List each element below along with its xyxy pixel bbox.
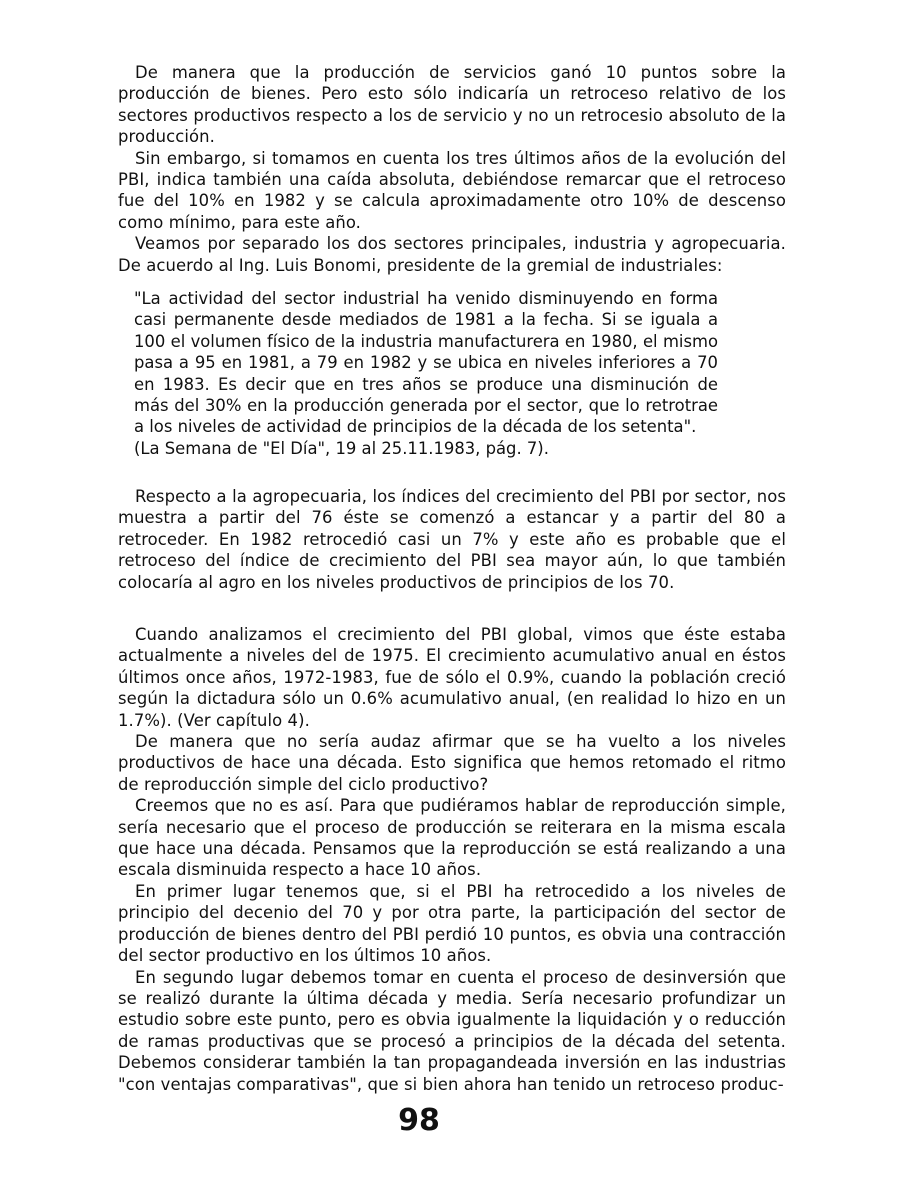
agro-paragraph-block (118, 486, 786, 593)
paragraph: De manera que la producción de servicios ganó 10 puntos sobre la producción de bienes. Pero esto sólo indicaría un retroceso relativo de los sectores productivos respecto a los de servicio y no un retrocesio absoluto de la producción. (118, 63, 786, 147)
paragraph: En segundo lugar debemos tomar en cuenta el proceso de desinversión que se realizó durante la última década y media. Sería necesario profundizar un estudio sobre este punto, pero es obvia igualmente la liquidación y o reducción de ramas productivas que se procesó a principios de la década del setenta. Debemos considerar también la tan propagandeada inversión en las industrias "con ventajas comparativas", que si bien ahora han tenido un retroceso produc- (118, 967, 786, 1094)
paragraph: Respecto a la agropecuaria, los índices del crecimiento del PBI por sector, nos muestra a partir del 76 éste se comenzó a estancar y a partir del 80 a retroceder. En 1982 retrocedió casi un 7% y este año es probable que el retroceso del índice de crecimiento del PBI sea mayor aún, lo que también colocaría al agro en los niveles productivos de principios de los 70. (118, 487, 786, 592)
paragraph: Veamos por separado los dos sectores principales, industria y agropecuaria. De acuerdo al Ing. Luis Bonomi, presidente de la gremial de industriales: (118, 234, 786, 275)
paragraph: Sin embargo, si tomamos en cuenta los tres últimos años de la evolución del PBI, indica también una caída absoluta, debiéndose remarcar que el retroceso fue del 10% en 1982 y se calcula aproximadamente otro 10% de descenso como mínimo, para este año. (118, 148, 786, 232)
quote-text: "La actividad del sector industrial ha venido disminuyendo en forma casi permanente desde mediados de 1981 a la fecha. Si se iguala a 100 el volumen físico de la industria manufacturera en 1980, el mismo pasa a 95 en 1981, a 79 en 1982 y se ubica en niveles inferiores a 70 en 1983. Es decir que en tres años se produce una disminución de más del 30% en la producción generada por el sector, que lo retrotrae a los niveles de actividad de principios de la década de los setenta". (134, 289, 718, 437)
paragraph: De manera que no sería audaz afirmar que se ha vuelto a los niveles productivos de hace una década. Esto significa que hemos retomado el ritmo de reproducción simple del ciclo productivo? (118, 732, 786, 794)
page-number: 98 (398, 1103, 440, 1138)
quote-citation: (La Semana de "El Día", 19 al 25.11.1983, pág. 7). (134, 438, 549, 458)
paragraph: Cuando analizamos el crecimiento del PBI global, vimos que éste estaba actualmente a niveles del de 1975. El crecimiento acumulativo anual en éstos últimos once años, 1972-1983, fue de sólo el 0.9%, cuando la población creció según la dictadura sólo un 0.6% acumulativo anual, (en realidad lo hizo en un 1.7%). (Ver capítulo 4). (118, 625, 786, 730)
top-paragraphs (118, 62, 786, 276)
paragraph: En primer lugar tenemos que, si el PBI ha retrocedido a los niveles de principio del decenio del 70 y por otra parte, la participación del sector de producción de bienes dentro del PBI perdió 10 puntos, es obvia una contracción del sector productivo en los últimos 10 años. (118, 881, 786, 966)
paragraph: Creemos que no es así. Para que pudiéramos hablar de reproducción simple, sería necesario que el proceso de producción se reiterara en la misma escala que hace una década. Pensamos que la reproducción se está realizando a una escala disminuida respecto a hace 10 años. (118, 796, 786, 880)
block-quote (134, 288, 718, 459)
bottom-paragraphs (118, 624, 786, 1095)
